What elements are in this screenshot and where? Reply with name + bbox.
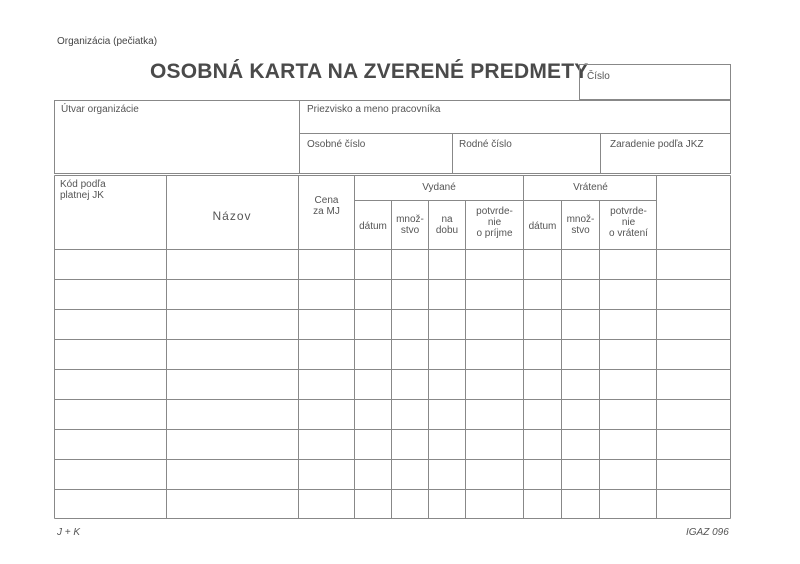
col-name-label: Názov <box>212 209 252 223</box>
employee-name-label: Priezvisko a meno pracovníka <box>307 104 441 115</box>
organization-stamp-label: Organizácia (pečiatka) <box>57 36 158 47</box>
returned-qty-label-line2: stvo <box>571 225 590 236</box>
returned-confirm-label-line3: o vrátení <box>609 228 648 239</box>
classification-label: Zaradenie podľa JKZ <box>610 139 704 150</box>
personal-number-label: Osobné číslo <box>307 139 366 150</box>
returned-confirm-label-line2: nie <box>621 217 636 228</box>
col-price-label-line2: za MJ <box>313 206 340 217</box>
issued-confirm-label-line1: potvrde- <box>476 206 513 217</box>
form-title: OSOBNÁ KARTA NA ZVERENÉ PREDMETY <box>150 60 589 83</box>
returned-group-label: Vrátené <box>573 182 608 193</box>
col-code-label-line2: platnej JK <box>60 190 104 201</box>
items-table <box>54 175 731 519</box>
returned-confirm-label-line1: potvrde- <box>610 206 647 217</box>
issued-period-label-line2: dobu <box>435 225 459 236</box>
issued-qty-label-line2: stvo <box>400 225 420 236</box>
issued-qty-label-line1: množ- <box>396 214 424 225</box>
returned-date-label: dátum <box>528 221 557 232</box>
issued-group-label: Vydané <box>422 182 456 193</box>
form-code: IGAZ 096 <box>686 527 729 538</box>
col-code-label-line1: Kód podľa <box>60 179 106 190</box>
number-field[interactable] <box>579 64 731 100</box>
footer-left-mark: J + K <box>57 527 81 538</box>
number-label: Číslo <box>587 71 610 82</box>
employee-section <box>54 100 731 174</box>
department-label: Útvar organizácie <box>61 104 139 115</box>
col-price-label-line1: Cena <box>314 195 339 206</box>
issued-confirm-label-line3: o príjme <box>476 228 513 239</box>
issued-confirm-label-line2: nie <box>487 217 502 228</box>
issued-period-label-line1: na <box>441 214 453 225</box>
returned-qty-label-line1: množ- <box>566 214 595 225</box>
birth-number-label: Rodné číslo <box>459 139 512 150</box>
issued-date-label: dátum <box>359 221 387 232</box>
